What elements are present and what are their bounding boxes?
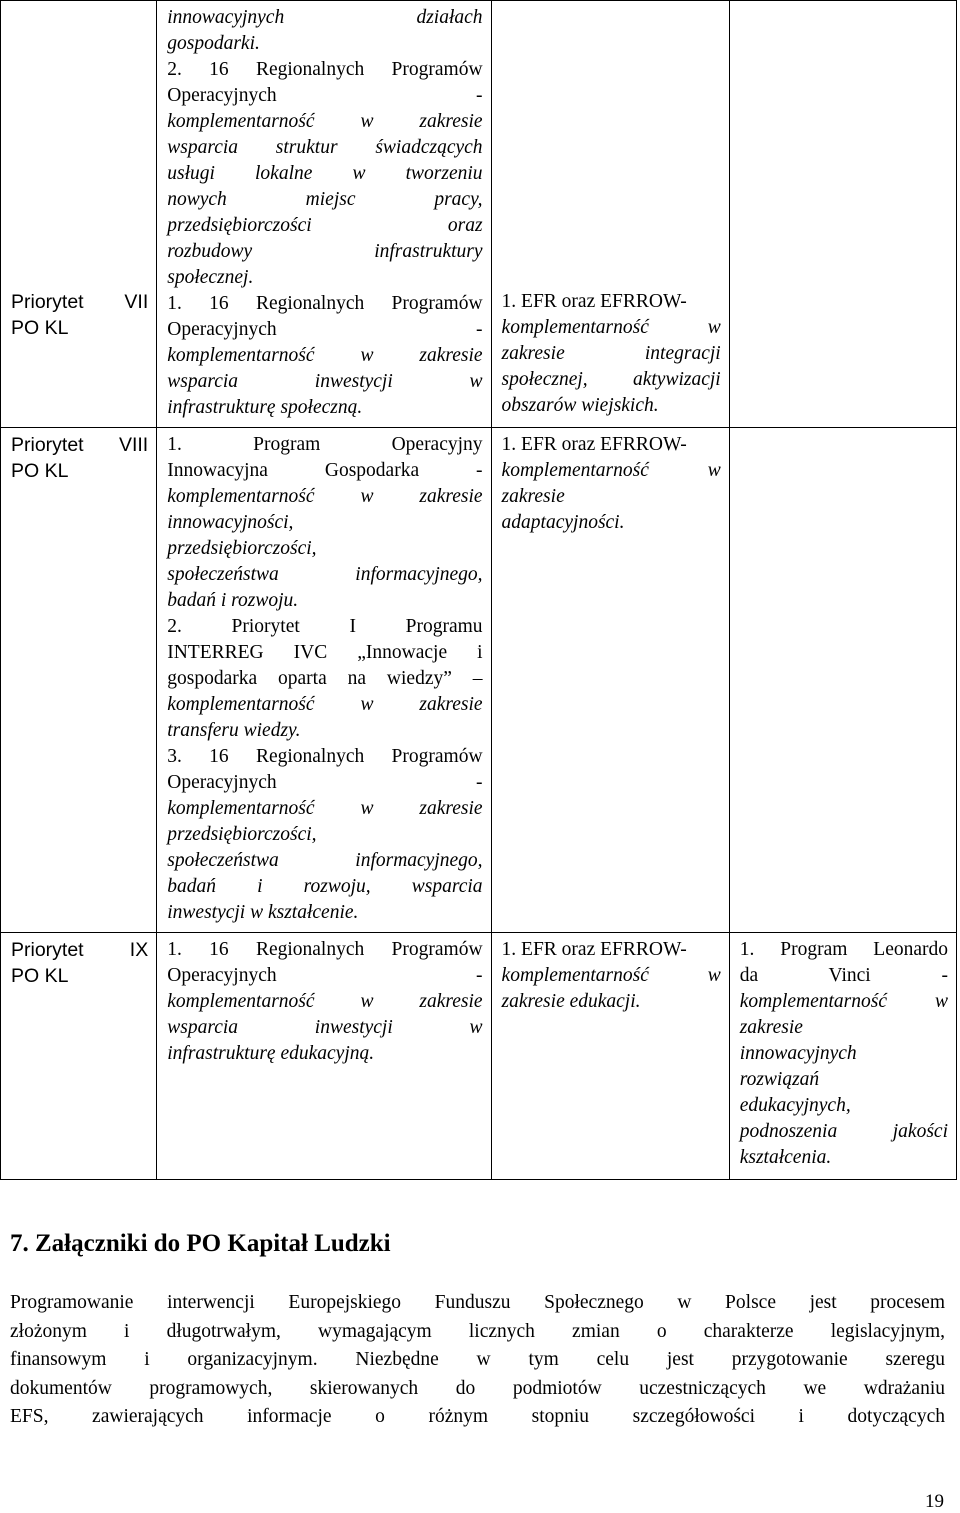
cell-text-line: komplementarność w — [739, 991, 948, 1012]
priority-cell — [1, 428, 157, 933]
priority-cell — [1, 933, 157, 1180]
cell-text-line: gospodarki. — [167, 33, 260, 54]
cell-text-line: komplementarność w zakresie — [167, 111, 483, 132]
cell-text-line: gospodarka oparta na wiedzy” – — [167, 668, 483, 689]
cell-text-line: komplementarność w — [501, 460, 721, 481]
cell-text-line: 1. EFR oraz EFRROW- — [501, 291, 687, 312]
complementarity-programs-cell — [157, 1, 491, 428]
cell-text-line: infrastrukturę społeczną. — [167, 397, 363, 418]
cell-text-line: społeczeństwa informacyjnego, — [167, 564, 483, 585]
cell-text-line: komplementarność w zakresie — [167, 798, 483, 819]
priority-number: IX — [129, 939, 149, 961]
cell-text-line: 1. EFR oraz EFRROW- — [501, 939, 687, 960]
cell-text-line: 3. 16 Regionalnych Programów — [167, 746, 483, 767]
paragraph-line: Programowanie interwencji Europejskiego Funduszu Społecznego w Polsce jest procesem — [10, 1292, 945, 1313]
priority-word: Priorytet — [11, 939, 84, 961]
cell-text-line: wsparcia struktur świadczących — [167, 137, 483, 158]
cell-text-line: komplementarność w zakresie — [167, 345, 483, 366]
cell-text-line: Operacyjnych - — [167, 772, 483, 793]
cell-text-line: 2. 16 Regionalnych Programów — [167, 59, 483, 80]
cell-text-line: społeczeństwa informacyjnego, — [167, 850, 483, 871]
table-row — [1, 933, 957, 1180]
cell-text-line: adaptacyjności. — [501, 512, 625, 533]
cell-text-line: wsparcia inwestycji w — [167, 1017, 483, 1038]
cell-text-line: innowacyjnych działach — [167, 7, 483, 28]
cell-text-line: Operacyjnych - — [167, 319, 483, 340]
cell-text-line: 1. Program Leonardo — [739, 939, 948, 960]
cell-text-line: Innowacyjna Gospodarka - — [167, 460, 483, 481]
other-programs-cell — [729, 1, 956, 428]
other-programs-cell — [729, 933, 956, 1180]
cell-text-line: inwestycji w kształcenie. — [167, 902, 359, 923]
cell-text-line: zakresie — [501, 486, 565, 507]
complementarity-programs-cell — [157, 428, 491, 933]
cell-text-line: edukacyjnych, — [739, 1095, 851, 1116]
cell-text-line: społecznej. — [167, 267, 254, 288]
cell-text-line: innowacyjnych — [739, 1043, 857, 1064]
section-paragraph — [10, 1289, 945, 1432]
cell-text-line: usługi lokalne w tworzeniu — [167, 163, 483, 184]
cell-text-line: komplementarność w zakresie — [167, 694, 483, 715]
efr-efrrow-cell — [491, 1, 729, 428]
paragraph-line: EFS, zawierających informacje o różnym stopniu szczegółowości i dotyczących — [10, 1406, 945, 1427]
cell-text-line: 1. Program Operacyjny — [167, 434, 483, 455]
page-number: 19 — [925, 1491, 944, 1512]
cell-text-line: społecznej, aktywizacji — [501, 369, 721, 390]
cell-text-line: przedsiębiorczości, — [167, 824, 317, 845]
cell-text-line: komplementarność w zakresie — [167, 486, 483, 507]
table-row — [1, 428, 957, 933]
cell-text-line: przedsiębiorczości, — [167, 538, 317, 559]
priority-word: Priorytet — [11, 434, 84, 456]
table-row — [1, 1, 957, 428]
cell-text-line: rozbudowy infrastruktury — [167, 241, 483, 262]
cell-text-line: wsparcia inwestycji w — [167, 371, 483, 392]
priority-number: VII — [124, 291, 149, 313]
priority-program: PO KL — [11, 317, 69, 339]
cell-text-line: podnoszenia jakości — [739, 1121, 948, 1142]
cell-text-line: zakresie edukacji. — [501, 991, 641, 1012]
cell-text-line: innowacyjności, — [167, 512, 294, 533]
cell-text-line: INTERREG IVC „Innowacje i — [167, 642, 483, 663]
cell-text-line: Operacyjnych - — [167, 965, 483, 986]
cell-text-line: badań i rozwoju, wsparcia — [167, 876, 483, 897]
cell-text-line: 1. 16 Regionalnych Programów — [167, 293, 483, 314]
paragraph-line: dokumentów programowych, skierowanych do podmiotów uczestniczących we wdrażaniu — [10, 1377, 945, 1399]
efr-efrrow-cell — [491, 428, 729, 933]
cell-text-line: przedsiębiorczości oraz — [167, 215, 483, 236]
other-programs-cell — [729, 428, 956, 933]
priority-program: PO KL — [11, 965, 69, 987]
cell-text-line: 1. EFR oraz EFRROW- — [501, 434, 687, 455]
cell-text-line: transferu wiedzy. — [167, 720, 301, 741]
paragraph-line: finansowym i organizacyjnym. Niezbędne w tym celu jest przygotowanie szeregu — [10, 1349, 945, 1370]
paragraph-line: złożonym i długotrwałym, wymagającym licznych zmian o charakterze legislacyjnym, — [10, 1320, 945, 1342]
efr-efrrow-cell — [491, 933, 729, 1180]
priority-number: VIII — [118, 434, 149, 456]
cell-text-line: badań i rozwoju. — [167, 590, 299, 611]
cell-text-line: zakresie — [739, 1017, 803, 1038]
cell-text-line: kształcenia. — [739, 1147, 832, 1168]
priority-program: PO KL — [11, 460, 69, 482]
cell-text-line: 2. Priorytet I Programu — [167, 616, 483, 637]
cell-text-line: zakresie integracji — [501, 343, 721, 364]
cell-text-line: 1. 16 Regionalnych Programów — [167, 939, 483, 960]
section-title: 7. Załączniki do PO Kapitał Ludzki — [10, 1230, 391, 1257]
cell-text-line: komplementarność w — [501, 317, 721, 338]
complementarity-programs-cell — [157, 933, 491, 1180]
priority-word: Priorytet — [11, 291, 84, 313]
cell-text-line: obszarów wiejskich. — [501, 395, 659, 416]
cell-text-line: da Vinci - — [739, 965, 948, 986]
cell-text-line: komplementarność w — [501, 965, 721, 986]
cell-text-line: Operacyjnych - — [167, 85, 483, 106]
cell-text-line: infrastrukturę edukacyjną. — [167, 1043, 375, 1064]
cell-text-line: komplementarność w zakresie — [167, 991, 483, 1012]
cell-text-line: rozwiązań — [739, 1069, 820, 1090]
priority-cell — [1, 1, 157, 428]
cell-text-line: nowych miejsc pracy, — [167, 189, 483, 210]
